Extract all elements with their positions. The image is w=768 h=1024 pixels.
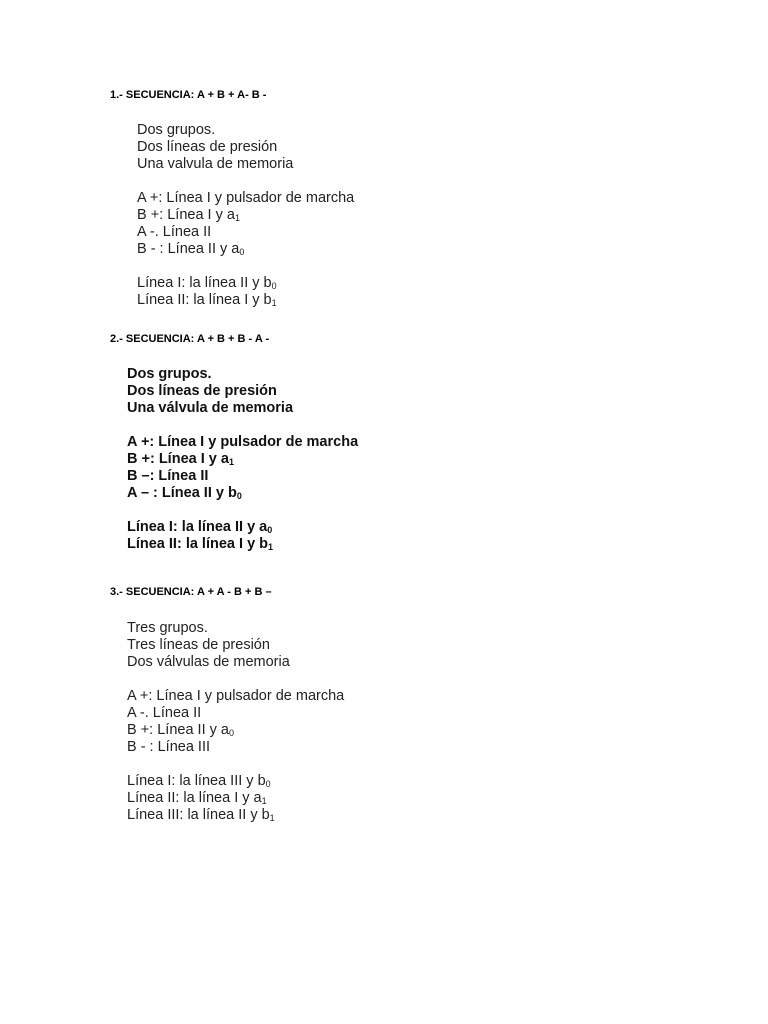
step-line: B - : Línea III [127, 739, 211, 755]
step-line: B –: Línea II [127, 468, 209, 484]
step-line: B +: Línea I y $a_1$ [137, 207, 240, 223]
step-line: B - : Línea II y $a_0$ [137, 241, 245, 257]
intro-line: Tres grupos. [127, 620, 208, 636]
pressure-line: Línea I: la línea III y $b_0$ [127, 773, 271, 789]
intro-line: Dos válvulas de memoria [127, 654, 290, 670]
step-line: A – : Línea II y $b_0$ [127, 485, 242, 501]
pressure-line: Línea II: la línea I y $b_1$ [127, 536, 274, 552]
pressure-line: Línea I: la línea II y $a_0$ [127, 519, 273, 535]
step-line: A +: Línea I y pulsador de marcha [127, 434, 359, 450]
intro-line: Una valvula de memoria [137, 156, 294, 172]
step-line: B +: Línea I y $a_1$ [127, 451, 234, 467]
step-line: A -. Línea II [137, 224, 212, 240]
step-line: A +: Línea I y pulsador de marcha [127, 688, 345, 704]
section-1-body [137, 122, 354, 309]
step-line: B +: Línea II y $a_0$ [127, 722, 234, 738]
pressure-line: Línea II: la línea I y $b_1$ [137, 292, 277, 308]
section-2-heading: 2.- SECUENCIA: A + B + B - A - [110, 333, 270, 345]
intro-line: Dos grupos. [137, 122, 216, 138]
intro-line: Dos líneas de presión [127, 383, 277, 399]
section-3-heading: 3.- SECUENCIA: A + A - B + B – [110, 586, 272, 598]
section-1-heading: 1.- SECUENCIA: A + B + A- B - [110, 89, 267, 101]
intro-line: Dos grupos. [127, 366, 212, 382]
section-3-body [127, 620, 344, 824]
pressure-line: Línea I: la línea II y $b_0$ [137, 275, 277, 291]
intro-line: Tres líneas de presión [127, 637, 270, 653]
step-line: A +: Línea I y pulsador de marcha [137, 190, 355, 206]
section-2-body [127, 366, 358, 553]
pressure-line: Línea II: la línea I y $a_1$ [127, 790, 267, 806]
pressure-line: Línea III: la línea II y $b_1$ [127, 807, 275, 823]
intro-line: Una válvula de memoria [127, 400, 294, 416]
intro-line: Dos líneas de presión [137, 139, 278, 155]
step-line: A -. Línea II [127, 705, 202, 721]
